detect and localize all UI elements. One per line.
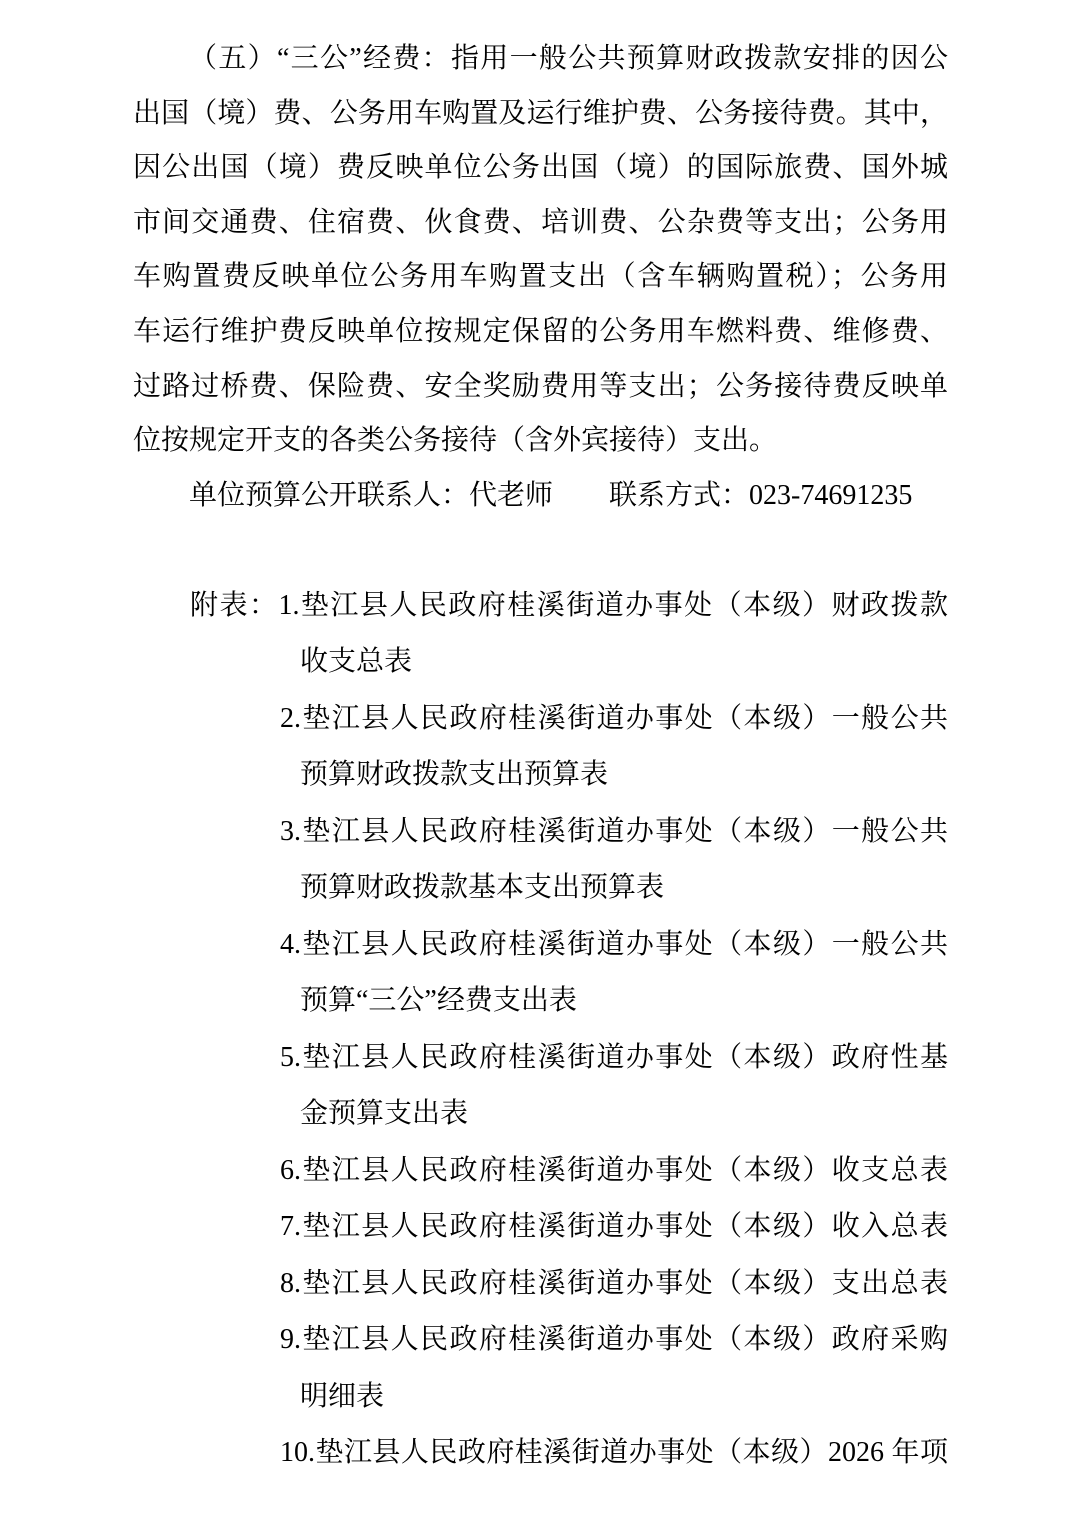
- attachment-item-continuation: 收支总表: [300, 646, 413, 678]
- attachment-item-line: 5.垫江县人民政府桂溪街道办事处（本级）政府性基: [280, 1041, 948, 1073]
- attachment-item-line: 4.垫江县人民政府桂溪街道办事处（本级）一般公共: [280, 928, 948, 960]
- attachment-item: [133, 1030, 948, 1143]
- attachment-item: [133, 691, 948, 804]
- attachment-item: [133, 1199, 948, 1256]
- body-line: 出国（境）费、公务用车购置及运行维护费、公务接待费。其中，: [133, 97, 948, 129]
- body-line: 车运行维护费反映单位按规定保留的公务用车燃料费、维修费、: [133, 315, 948, 347]
- attachment-item-line: 8.垫江县人民政府桂溪街道办事处（本级）支出总表: [280, 1267, 948, 1299]
- body-line: 位按规定开支的各类公务接待（含外宾接待）支出。: [133, 425, 778, 457]
- attachment-item: [133, 1312, 948, 1425]
- attachment-item-line: 9.垫江县人民政府桂溪街道办事处（本级）政府采购: [280, 1324, 948, 1356]
- attachment-item: [133, 1425, 948, 1482]
- body-line: 市间交通费、住宿费、伙食费、培训费、公杂费等支出；公务用: [133, 206, 948, 238]
- attachment-item-text: 1.垫江县人民政府桂溪街道办事处（本级）财政拨款: [278, 589, 948, 621]
- attachment-item-line: 2.垫江县人民政府桂溪街道办事处（本级）一般公共: [280, 702, 948, 734]
- body-line: 因公出国（境）费反映单位公务出国（境）的国际旅费、国外城: [133, 152, 948, 184]
- body-line: 过路过桥费、保险费、安全奖励费用等支出；公务接待费反映单: [133, 370, 948, 402]
- attachment-item: [133, 917, 948, 1030]
- attachment-item-line: 3.垫江县人民政府桂溪街道办事处（本级）一般公共: [280, 815, 948, 847]
- body-paragraph: [133, 32, 948, 523]
- contact-line: 单位预算公开联系人：代老师 联系方式：023-74691235: [189, 479, 913, 511]
- attachment-item-continuation: 预算财政拨款基本支出预算表: [300, 872, 665, 904]
- attachment-item-continuation: 明细表: [300, 1380, 385, 1412]
- attachment-item-continuation: 预算财政拨款支出预算表: [300, 759, 609, 791]
- body-line: （五）“三公”经费：指用一般公共预算财政拨款安排的因公: [189, 43, 948, 74]
- attachment-item-continuation: 金预算支出表: [300, 1098, 469, 1130]
- attachment-item: [133, 1256, 948, 1313]
- attachment-item-line: 10.垫江县人民政府桂溪街道办事处（本级）2026 年项: [280, 1437, 948, 1469]
- attachment-item: [133, 578, 948, 691]
- attachments-section: [133, 578, 948, 1482]
- attachment-item-line: 7.垫江县人民政府桂溪街道办事处（本级）收入总表: [280, 1211, 948, 1243]
- attachment-item: [133, 1143, 948, 1200]
- text-block: [133, 32, 948, 1482]
- attachment-item: [133, 804, 948, 917]
- attachments-label: 附表：: [190, 589, 279, 621]
- body-line: 车购置费反映单位公务用车购置支出（含车辆购置税）；公务用: [133, 261, 948, 293]
- attachment-item-continuation: 预算“三公”经费支出表: [300, 985, 577, 1017]
- attachment-item-line: [190, 578, 948, 635]
- attachment-item-line: 6.垫江县人民政府桂溪街道办事处（本级）收支总表: [280, 1154, 948, 1186]
